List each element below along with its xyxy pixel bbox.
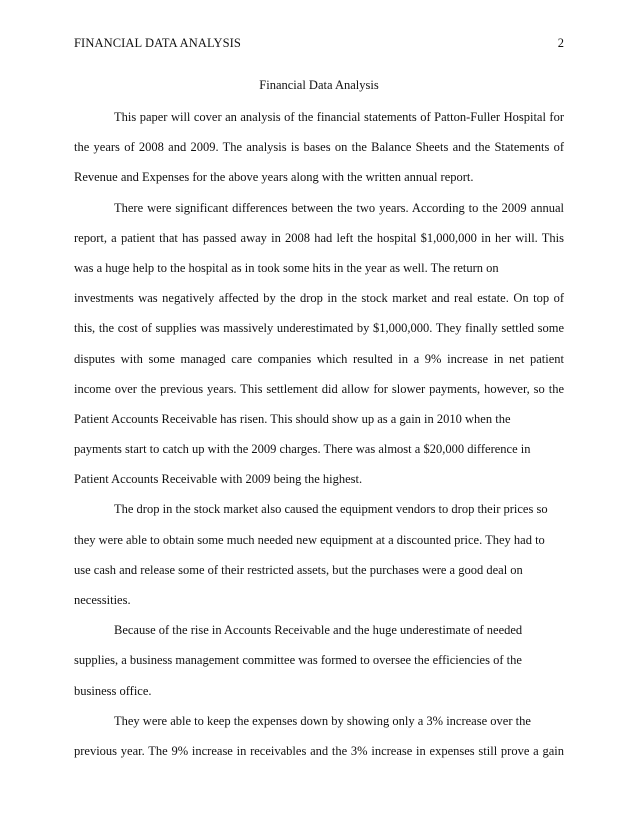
- text-line: report, a patient that has passed away in 2008 had left the hospital $1,000,000 in her will. This: [74, 230, 564, 245]
- text-line: This paper will cover an analysis of the financial statements of Patton-Fuller Hospital for: [114, 110, 564, 124]
- text-line: they were able to obtain some much needed new equipment at a discounted price. They had to: [74, 532, 545, 547]
- text-line: payments start to catch up with the 2009 charges. There was almost a $20,000 difference in: [74, 442, 531, 457]
- page-number: 2: [557, 36, 564, 50]
- text-line: disputes with some managed care companies which resulted in a 9% increase in net patient: [74, 351, 564, 366]
- text-line: investments was negatively affected by the drop in the stock market and real estate. On top of: [74, 291, 564, 306]
- text-line: business office.: [74, 683, 152, 698]
- text-line: was a huge help to the hospital as in took some hits in the year as well. The return on: [74, 260, 499, 275]
- text-line: supplies, a business management committee was formed to oversee the efficiencies of the: [74, 653, 522, 668]
- text-line: necessities.: [74, 593, 131, 607]
- text-line: income over the previous years. This settlement did allow for slower payments, however, so the: [74, 381, 564, 396]
- text-line: use cash and release some of their restricted assets, but the purchases were a good deal on: [74, 562, 523, 577]
- text-line: the years of 2008 and 2009. The analysis is bases on the Balance Sheets and the Statements of: [74, 140, 564, 155]
- text-line: They were able to keep the expenses down by showing only a 3% increase over the: [114, 713, 531, 728]
- text-line: Patient Accounts Receivable has risen. This should show up as a gain in 2010 when the: [74, 411, 511, 426]
- text-line: Revenue and Expenses for the above years along with the written annual report.: [74, 170, 474, 185]
- document-title: Financial Data Analysis: [259, 78, 379, 92]
- text-line: Patient Accounts Receivable with 2009 being the highest.: [74, 472, 363, 487]
- text-line: The drop in the stock market also caused the equipment vendors to drop their prices so: [114, 502, 548, 517]
- text-line: Because of the rise in Accounts Receivable and the huge underestimate of needed: [114, 623, 523, 638]
- text-line: There were significant differences between the two years. According to the 2009 annual: [114, 200, 564, 215]
- body-text: [74, 105, 564, 769]
- text-line: this, the cost of supplies was massively underestimated by $1,000,000. They finally settled some: [74, 321, 564, 336]
- running-head: FINANCIAL DATA ANALYSIS: [74, 36, 241, 50]
- text-line: previous year. The 9% increase in receivables and the 3% increase in expenses still prove a gain: [74, 743, 564, 758]
